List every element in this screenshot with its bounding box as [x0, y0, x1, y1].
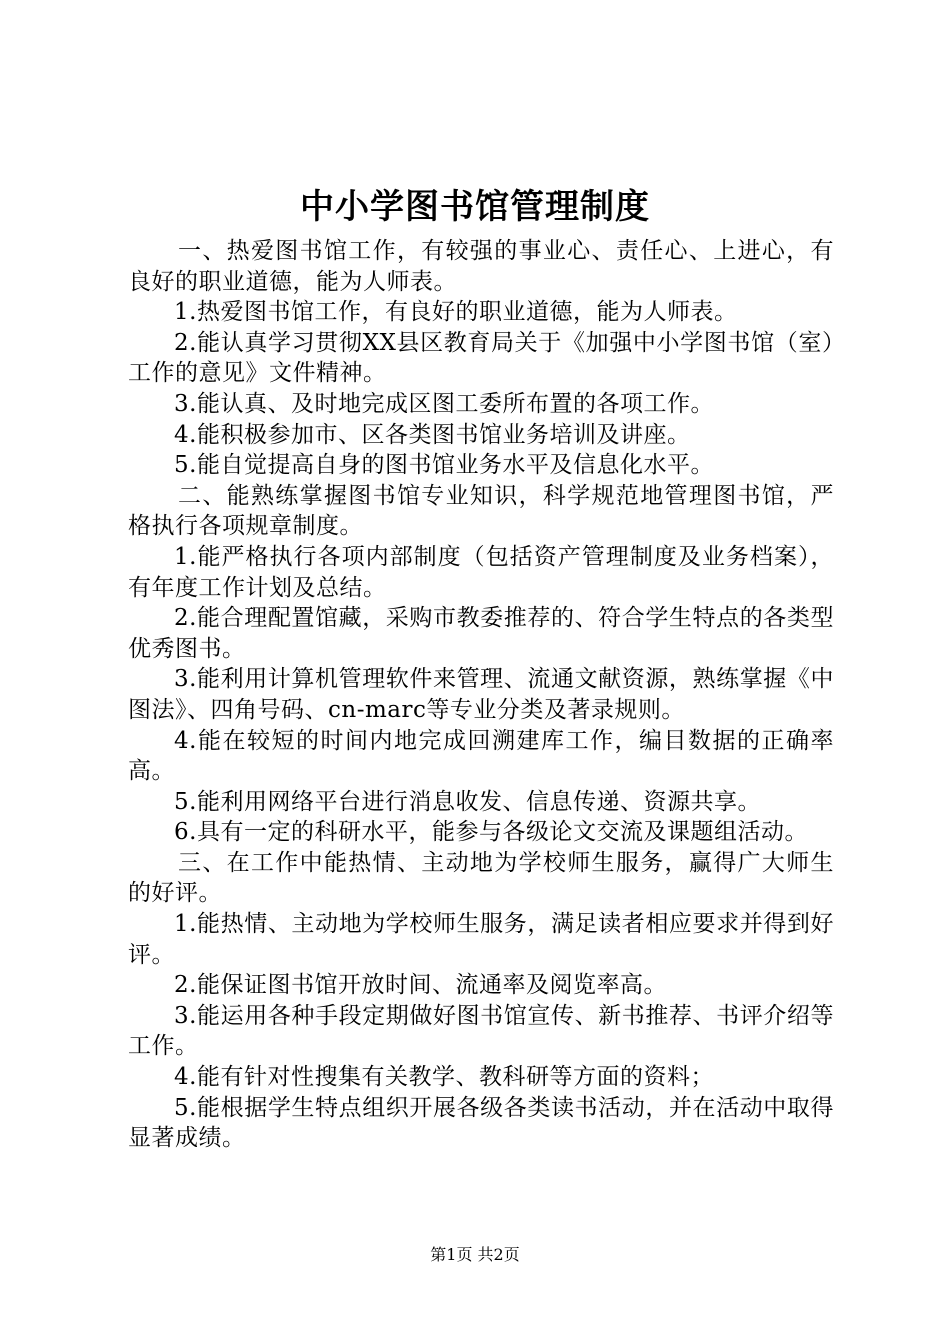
list-item: 2.能认真学习贯彻XX县区教育局关于《加强中小学图书馆（室）工作的意见》文件精神。	[128, 329, 834, 387]
list-item: 5.能自觉提高自身的图书馆业务水平及信息化水平。	[174, 452, 714, 479]
section-heading-1: 一、热爱图书馆工作，有较强的事业心、责任心、上进心，有良好的职业道德，能为人师表。	[128, 238, 834, 295]
document-body	[128, 236, 834, 1154]
list-item: 2.能保证图书馆开放时间、流通率及阅览率高。	[174, 972, 667, 999]
list-item: 1.能热情、主动地为学校师生服务，满足读者相应要求并得到好评。	[128, 911, 834, 968]
list-item: 2.能合理配置馆藏，采购市教委推荐的、符合学生特点的各类型优秀图书。	[128, 605, 834, 662]
list-item: 6.具有一定的科研水平，能参与各级论文交流及课题组活动。	[174, 819, 808, 846]
list-item: 1.热爱图书馆工作，有良好的职业道德，能为人师表。	[174, 299, 738, 326]
list-item: 3.能认真、及时地完成区图工委所布置的各项工作。	[174, 390, 714, 417]
list-item: 5.能利用网络平台进行消息收发、信息传递、资源共享。	[174, 788, 761, 815]
list-item: 1.能严格执行各项内部制度（包括资产管理制度及业务档案），有年度工作计划及总结。	[128, 543, 834, 601]
page-footer: 第1页 共2页	[430, 1245, 520, 1264]
list-item: 5.能根据学生特点组织开展各级各类读书活动，并在活动中取得显著成绩。	[128, 1094, 834, 1152]
document-title: 中小学图书馆管理制度	[300, 187, 650, 227]
list-item: 4.能在较短的时间内地完成回溯建库工作，编目数据的正确率高。	[128, 727, 834, 785]
list-item: 3.能利用计算机管理软件来管理、流通文献资源，熟练掌握《中图法》、四角号码、cn-marc等专业分类及著录规则。	[128, 666, 834, 723]
list-item: 4.能积极参加市、区各类图书馆业务培训及讲座。	[174, 421, 691, 448]
section-heading-3: 三、在工作中能热情、主动地为学校师生服务，赢得广大师生的好评。	[128, 849, 834, 907]
section-heading-2: 二、能熟练掌握图书馆专业知识，科学规范地管理图书馆，严格执行各项规章制度。	[128, 482, 834, 540]
list-item: 4.能有针对性搜集有关教学、教科研等方面的资料；	[174, 1064, 714, 1091]
list-item: 3.能运用各种手段定期做好图书馆宣传、新书推荐、书评介绍等工作。	[128, 1002, 834, 1060]
